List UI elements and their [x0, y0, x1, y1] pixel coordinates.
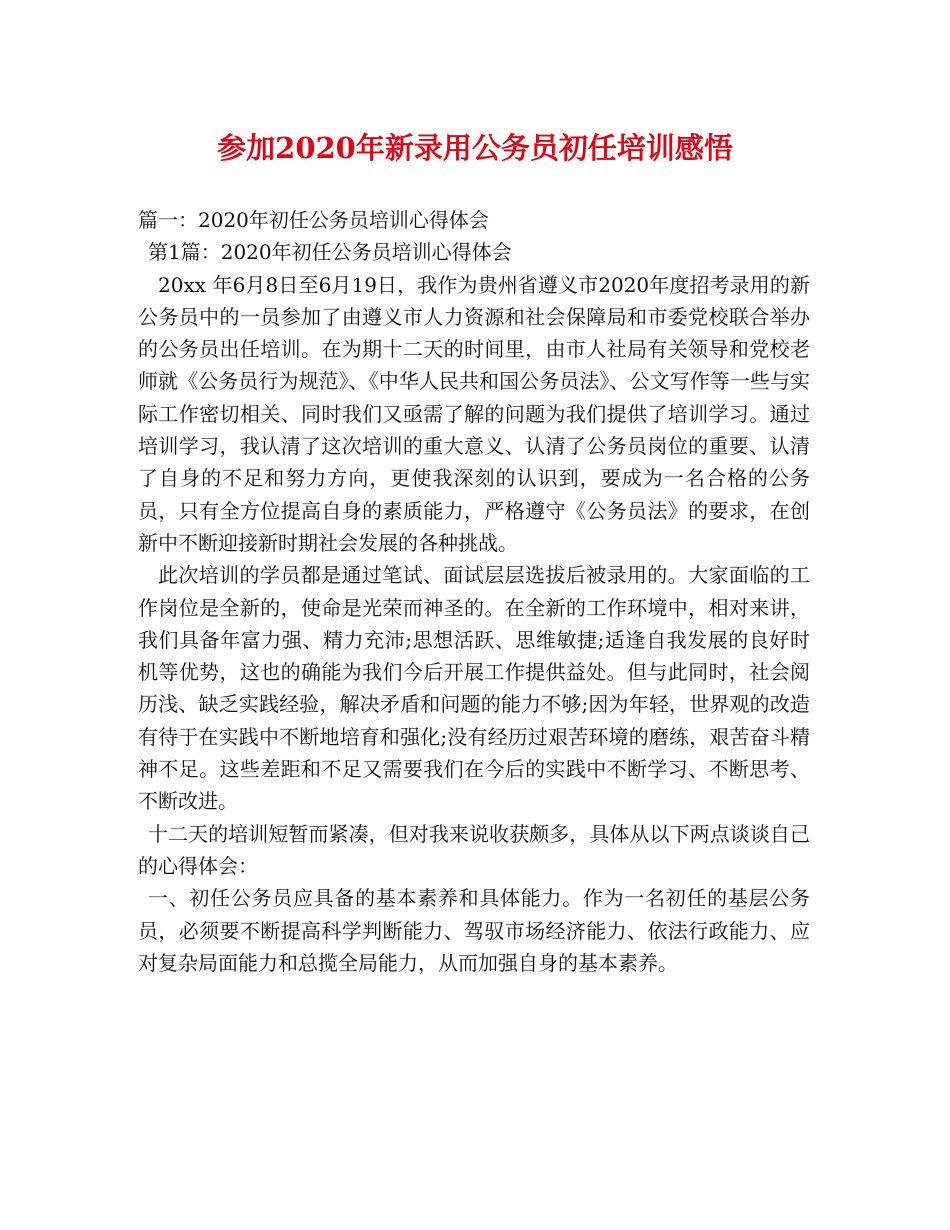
body-paragraph: 此次培训的学员都是通过笔试、面试层层选拔后被录用的。大家面临的工作岗位是全新的，使命是光荣而神圣的。在全新的工作环境中，相对来讲，我们具备年富力强、精力充沛;思想活跃、思维敏捷;适逢自我发展的良好时机等优势，这也的确能为我们今后开展工作提供益处。但与此同时，社会阅历浅、缺乏实践经验，解决矛盾和问题的能力不够;因为年轻，世界观的改造有待于在实践中不断地培育和强化;没有经历过艰苦环境的磨练，艰苦奋斗精神不足。这些差距和不足又需要我们在今后的实践中不断学习、不断思考、不断改进。 — [138, 563, 810, 814]
body-paragraph: 一、初任公务员应具备的基本素养和具体能力。作为一名初任的基层公务员，必须要不断提高科学判断能力、驾驭市场经济能力、依法行政能力、应对复杂局面能力和总揽全局能力，从而加强自身的基本素养。 — [138, 886, 810, 975]
document-body — [138, 204, 810, 979]
document-title: 参加2020年新录用公务员初任培训感悟 — [217, 131, 733, 165]
section-heading: 篇一：2020年初任公务员培训心得体会 — [138, 208, 489, 232]
body-paragraph: 十二天的培训短暂而紧凑，但对我来说收获颇多，具体从以下两点谈谈自己的心得体会： — [138, 821, 810, 878]
chapter-heading: 第1篇：2020年初任公务员培训心得体会 — [148, 240, 512, 265]
body-paragraph: 20xx 年6月8日至6月19日，我作为贵州省遵义市2020年度招考录用的新公务员中的一员参加了由遵义市人力资源和社会保障局和市委党校联合举办的公务员出任培训。在为期十二天的时间里，由市人社局有关领导和党校老师就《公务员行为规范》、《中华人民共和国公务员法》、公文写作等一些与实际工作密切相关、同时我们又亟需了解的问题为我们提供了培训学习。通过培训学习，我认清了这次培训的重大意义、认清了公务员岗位的重要、认清了自身的不足和努力方向，更使我深刻的认识到，要成为一名合格的公务员，只有全方位提高自身的素质能力，严格遵守《公务员法》的要求，在创新中不断迎接新时期社会发展的各种挑战。 — [138, 272, 810, 555]
